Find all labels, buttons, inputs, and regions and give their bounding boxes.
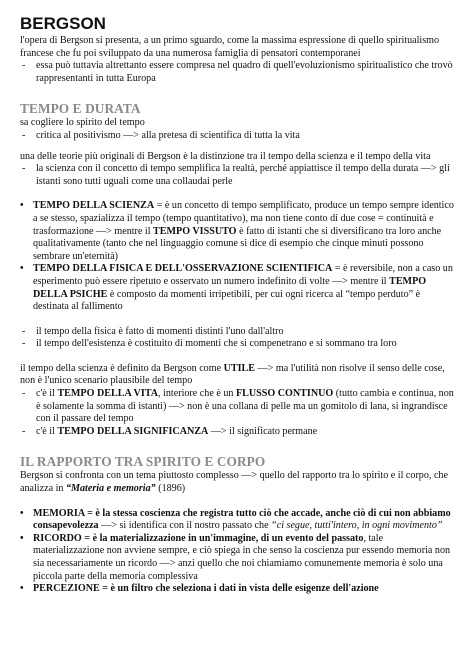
paragraph-text: il tempo della scienza è definito da Bergson come (20, 362, 224, 374)
s1-paragraph-1: sa cogliere lo spirito del tempo (20, 117, 145, 129)
s1-dash-item-2: - la scienza con il concetto di tempo semplifica la realtà, perché appiattisce il tempo della durata —> gli istanti sono tutti uguali come una collaudai perle (20, 163, 454, 188)
s1-dash-item-1: - critica al positivismo —> alla pretesa di scientifica di tutta la vita (20, 130, 454, 143)
paragraph-text: —> ma l'utilità non risolve il senso delle cose, non è l'unico scenario plausibile del tempo (20, 362, 445, 387)
bullet-text: = è reversibile, non a caso un esperimento può essere ripetuto e osservato un numero indefinito di volte —> mentre il (33, 263, 453, 287)
quote-text: “ci segue, tutti'intero, in ogni movimento” (271, 520, 443, 532)
bold-term: RICORDO = è la materializzazione in un'immagine, di un evento del passato (33, 532, 364, 544)
s1-bullet-tempo-fisica (20, 263, 454, 313)
dash-text: —> il significato permane (208, 425, 318, 437)
section-heading-spirito-corpo: IL RAPPORTO TRA SPIRITO E CORPO (20, 454, 266, 470)
s2-bullet-memoria (20, 508, 454, 533)
s1-paragraph-2: una delle teorie più originali di Bergson è la distinzione tra il tempo della scienza e il tempo della vita (20, 150, 431, 162)
s1-bullet-tempo-scienza (20, 200, 454, 263)
bold-term: TEMPO VISSUTO (153, 225, 237, 237)
bold-term: PERCEZIONE = è un filtro che seleziona i dati in vista delle esigenze dell'azione (33, 583, 379, 595)
bold-term: TEMPO DELLA FISICA E DELL'OSSERVAZIONE SCIENTIFICA (33, 263, 333, 275)
s2-bullet-percezione (20, 583, 454, 596)
bullet-text: —> si identifica con il nostro passato che (98, 520, 272, 532)
section-heading-tempo-durata: TEMPO E DURATA (20, 101, 141, 117)
bullet-text: , tale materializzazione non avviene sempre, e ciò spiega in che senso la coscienza pur essendo memoria non sia necessariamente un ricordo —> anzi quello che noi chiamiamo comunemente memoria è solo una piccola parte della memoria complessiva (33, 532, 451, 582)
intro-paragraph: l'opera di Bergson si presenta, a un primo sguardo, come la massima espressione di quello spiritualismo francese che fu poi sviluppato da una numerosa famiglia di pensatori contemporanei (20, 35, 440, 59)
bullet-text: è composto da momenti irripetibili, per cui ogni ricerca al “tempo perduto” è destinata al fallimento (33, 288, 421, 313)
paragraph-text: Bergson si confronta con un tema piuttosto complesso —> quello del rapporto tra lo spirito e il corpo, che analizza in (20, 470, 448, 495)
bold-term: TEMPO DELLA SCIENZA (33, 200, 155, 212)
s1-dash-item-6 (20, 426, 454, 439)
page-title: BERGSON (20, 14, 106, 33)
bold-term: UTILE (223, 362, 256, 374)
bold-term: MEMORIA = è la stessa coscienza che registra tutto ciò che accade, anche ciò di cui non abbiamo consapevolezza (33, 507, 451, 532)
dash-text: c'è il (36, 388, 58, 400)
bold-term: TEMPO DELLA SIGNIFICANZA (57, 425, 209, 437)
s1-dash-item-3: - il tempo della fisica è fatto di momenti distinti l'uno dall'altro (20, 326, 454, 339)
s1-dash-item-4: - il tempo dell'esistenza è costituito di momenti che si compenetrano e si sommano tra loro (20, 338, 454, 351)
s2-bullet-ricordo (20, 533, 454, 583)
dash-text: , interiore che è un (158, 388, 236, 400)
bullet-text: è fatto di istanti che si diversificano tra loro anche qualitativamente (tanto che nel linguaggio comune si dice di esempio che cinque minuti possono sembrare un'eternità) (33, 225, 442, 262)
s2-paragraph-1 (20, 470, 454, 495)
dash-text: (tutto cambia e continua, non è solamente la somma di istanti) —> non è una collana di pelle ma un gomitolo di lana, si ingrandisce con il passare del tempo (36, 388, 454, 425)
book-title: “Materia e memoria” (65, 483, 156, 495)
bold-term: TEMPO DELLA VITA (57, 388, 159, 400)
bullet-text: = è un concetto di tempo semplificato, produce un tempo sempre identico a se stesso, spazializza il tempo (tempo quantitativo), ma non tiene conto di due cose = continuità e trasformazione —> mentre il (33, 200, 454, 237)
paragraph-text: (1896) (155, 483, 186, 495)
bold-term: TEMPO DELLA PSICHE (33, 275, 427, 300)
s1-dash-item-5 (20, 388, 454, 426)
s1-paragraph-3 (20, 363, 454, 388)
intro-dash-item: - essa può tuttavia altrettanto essere compresa nel quadro di quell'evoluzionismo spiritualistico che trovò rappresentanti in tutta Europa (20, 60, 454, 85)
dash-text: c'è il (36, 425, 58, 437)
bold-term: FLUSSO CONTINUO (235, 388, 334, 400)
